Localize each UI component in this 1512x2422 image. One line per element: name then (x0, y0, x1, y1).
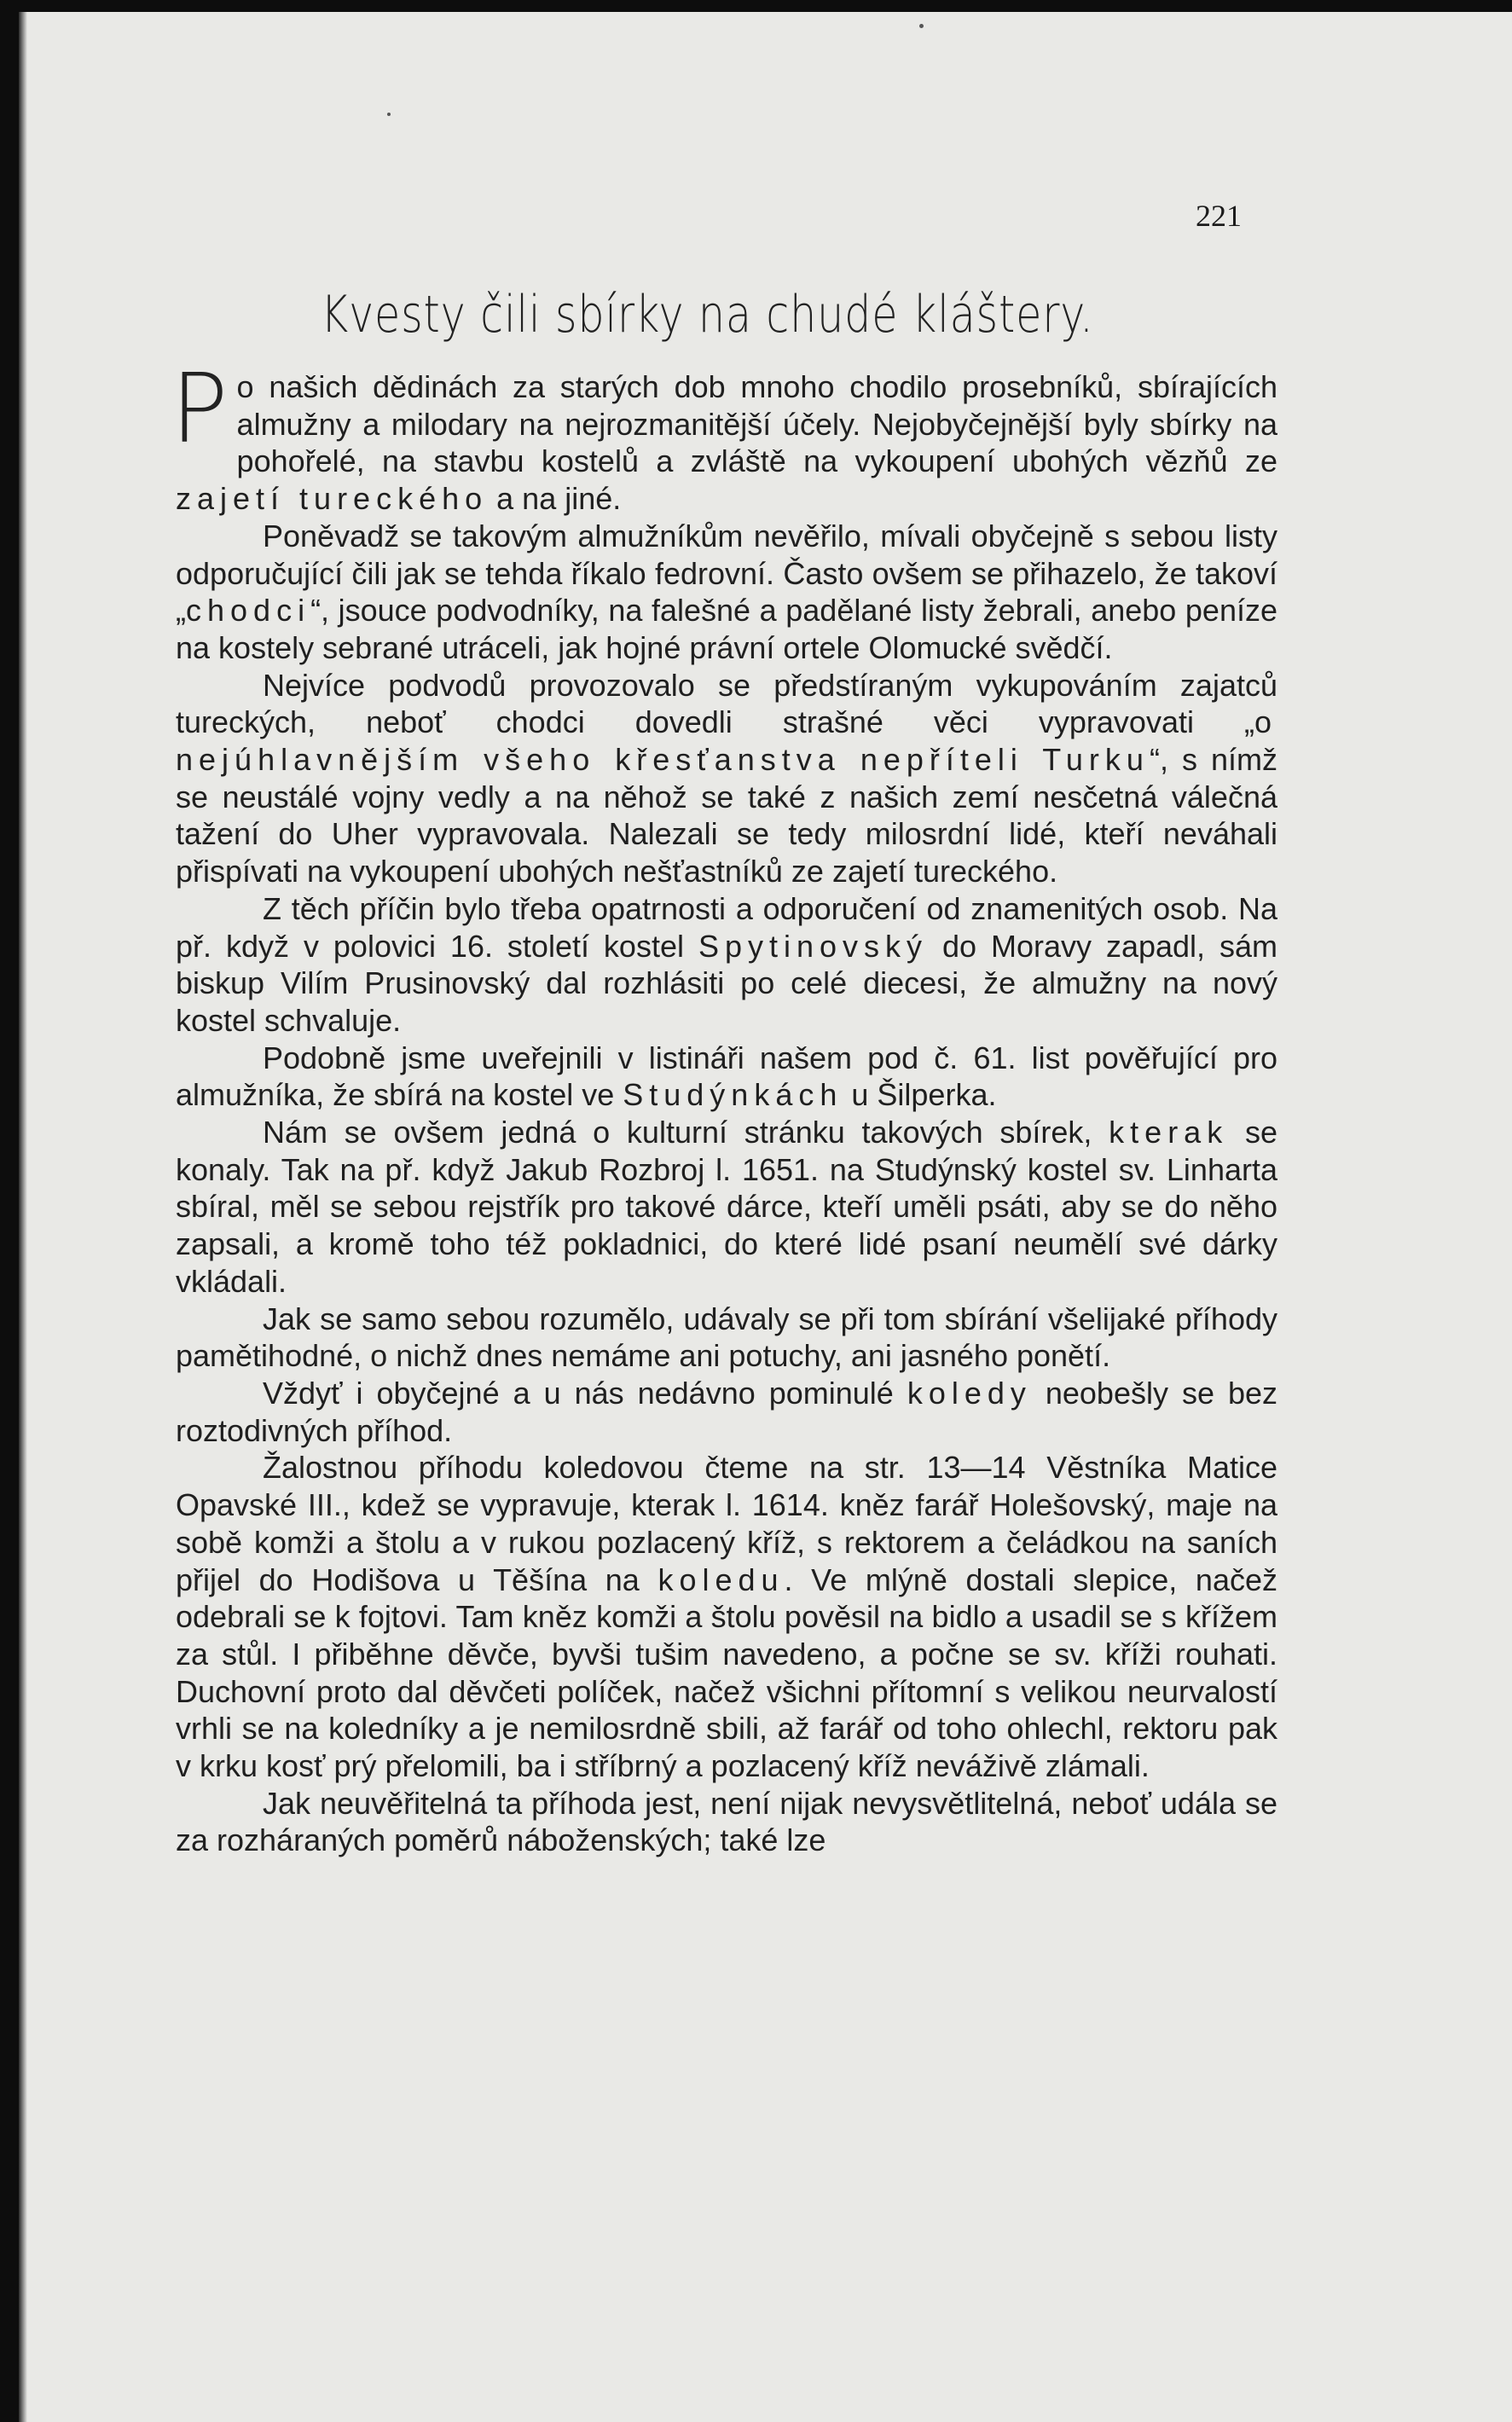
page-number: 221 (1196, 199, 1242, 233)
paragraph (176, 1301, 1277, 1375)
spaced-emphasis: chodci (186, 593, 311, 629)
text-run: o našich dědinách za starých dob mnoho chodilo prosebníků, sbírajících almužny a milodary na nejrozmanitější účely. Nejobyčejnější byly sbírky na pohořelé, na stavbu kostelů a zvláště na vykoupení ubohých vězňů ze (236, 369, 1277, 479)
paragraph (176, 667, 1277, 890)
text-run: neobešly se bez roztodivných příhod. (176, 1375, 1277, 1448)
text-run: u Šilperka. (843, 1077, 997, 1113)
drop-cap: P (171, 354, 229, 465)
text-run: a na jiné. (488, 481, 622, 517)
spaced-emphasis: Spytinovský (698, 928, 929, 964)
text-run: Vždyť i obyčejné a u nás nedávno pominulé (263, 1375, 907, 1411)
text-run: Jak se samo sebou rozumělo, udávaly se při tom sbírání všelijaké příhody pamětihodné, o nichž dnes nemáme ani potuchy, ani jasného ponětí. (176, 1301, 1277, 1374)
text-run: se konaly. Tak na př. když Jakub Rozbroj l. 1651. na Studýnský kostel sv. Linharta sbíral, měl se sebou rejstřík pro takové dárce, kteří uměli psáti, aby se do něho zapsali, a kromě toho též pokladnici, do které lidé psaní neumělí své dárky vkládali. (176, 1115, 1277, 1299)
spaced-emphasis: Studýnkách (623, 1077, 843, 1113)
page-binding-shadow (19, 12, 27, 2422)
text-run: . Ve mlýně dostali slepice, načež odebrali se k fojtovi. Tam kněz komži a štolu pověsil na bidlo a usadil se s křížem za stůl. I přiběhne děvče, byvši tušim navedeno, a počne se sv. kříži rouhati. Duchovní proto dal děvčeti políček, načež všichni přítomní s velikou neurvalostí vrhli se na koledníky a je nemilosrdně sbili, až farář od toho ohlechl, rektoru pak v krku kosť prý přelomili, ba i stříbrný a pozlacený kříž neváživě zlámali. (176, 1562, 1277, 1784)
spaced-emphasis: koledy (907, 1375, 1032, 1411)
scan-speck (919, 24, 924, 28)
scanned-page (19, 12, 1512, 2422)
paragraph (176, 1114, 1277, 1301)
text-run: “, s nímž se neustálé vojny vedly a na něhož se také z našich zemí nesčetná válečná tažení do Uher vypravovala. Nalezali se tedy milosrdní lidé, kteří neváhali přispívati na vykoupení ubohých nešťastníků ze zajetí tureckého. (176, 742, 1277, 889)
paragraph (176, 1040, 1277, 1114)
text-run: “, jsouce podvodníky, na falešné a padělané listy žebrali, anebo peníze na kostely sebrané utráceli, jak hojné právní ortele Olomucké svědčí. (176, 593, 1277, 665)
text-run: Jak neuvěřitelná ta příhoda jest, není nijak nevysvětlitelná, neboť udála se za rozháraných poměrů náboženských; také lze (176, 1785, 1277, 1858)
paragraph (176, 1449, 1277, 1784)
paragraph (176, 1785, 1277, 1859)
spaced-emphasis: o nejúhlavnějším všeho křesťanstva nepříteli Turku (176, 704, 1277, 778)
article-title: Kvesty čili sbírky na chudé kláštery. (321, 285, 1094, 345)
spaced-emphasis: kterak (1109, 1115, 1229, 1150)
spaced-emphasis: koledu (658, 1562, 785, 1597)
article-body (171, 354, 1277, 1859)
text-run: Poněvadž se takovým almužníkům nevěřilo, mívali obyčejně s sebou listy odporučující čili jak se tehda říkalo fedrovní. Často ovšem se přihazelo, že takoví „ (176, 518, 1277, 629)
paragraph (176, 1375, 1277, 1449)
text-run: do Moravy zapadl, sám biskup Vilím Prusinovský dal rozhlásiti po celé diecesi, že almužny na nový kostel schvaluje. (176, 928, 1277, 1038)
text-run: Podobně jsme uveřejnili v listináři našem pod č. 61. list pověřující pro almužníka, že sbírá na kostel ve (176, 1040, 1277, 1113)
paragraph (176, 518, 1277, 667)
paragraph (176, 890, 1277, 1040)
scan-speck (387, 113, 391, 116)
text-run: Žalostnou příhodu koledovou čteme na str. 13—14 Věstníka Matice Opavské III., kdež se vypravuje, kterak l. 1614. kněz farář Holešovský, maje na sobě komži a štolu a v rukou pozlacený kříž, s rektorem a čeládkou na saních přijel do Hodišova u Těšína na (176, 1450, 1277, 1597)
paragraph (171, 354, 1277, 518)
text-run: Z těch příčin bylo třeba opatrnosti a odporučení od znamenitých osob. Na př. když v polovici 16. století kostel (176, 890, 1277, 964)
text-run: Nejvíce podvodů provozovalo se předstíraným vykupováním zajatců tureckých, neboť chodci dovedli strašné věci vypravovati „ (176, 667, 1277, 740)
text-run: Nám se ovšem jedná o kulturní stránku takových sbírek, (263, 1115, 1109, 1150)
spaced-emphasis: zajetí tureckého (176, 481, 489, 517)
